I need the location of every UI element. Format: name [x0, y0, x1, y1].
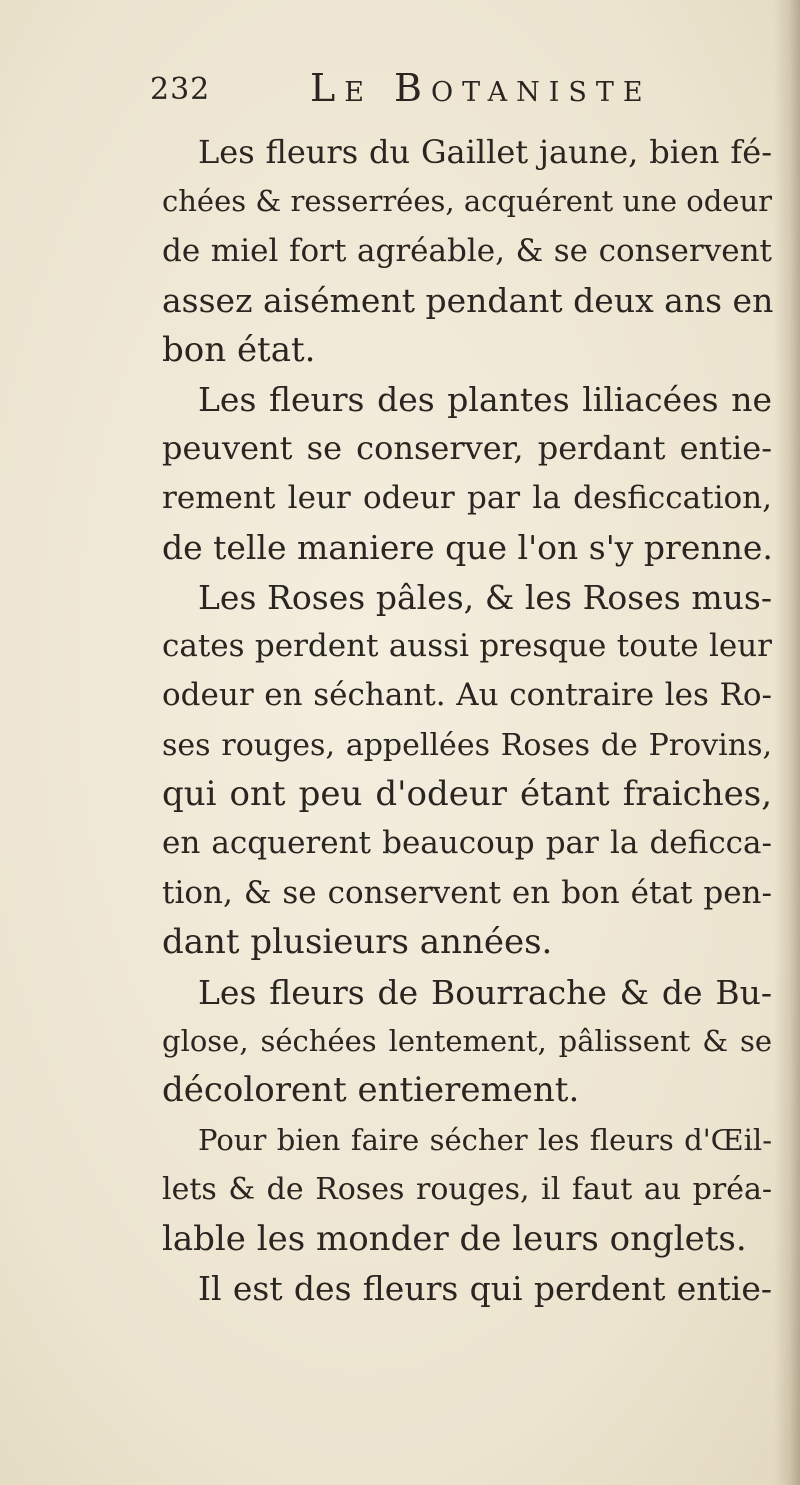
- text-line: rement leur odeur par la desficcation,: [162, 479, 772, 516]
- text-line: Les Roses pâles, & les Roses mus-: [198, 577, 772, 617]
- page-header: [150, 66, 710, 116]
- page-number: 232: [150, 72, 211, 107]
- text-line: chées & resserrées, acquérent une odeur: [162, 184, 772, 219]
- text-line: glose, séchées lentement, pâlissent & se: [162, 1024, 772, 1059]
- running-title: Le Botaniste: [310, 66, 652, 110]
- text-line: lets & de Roses rouges, il faut au préa-: [162, 1172, 772, 1208]
- text-line: odeur en séchant. Au contraire les Ro-: [162, 677, 772, 714]
- text-line: cates perdent aussi presque toute leur: [162, 627, 772, 664]
- text-line: de miel fort agréable, & se conservent: [162, 232, 772, 269]
- text-line: Pour bien faire sécher les fleurs d'Œil-: [198, 1122, 772, 1157]
- text-line: décolorent entierement.: [162, 1070, 580, 1111]
- text-line: de telle maniere que l'on s'y prenne.: [162, 528, 773, 568]
- body-text: [162, 128, 772, 1313]
- text-line: tion, & se conservent en bon état pen-: [162, 874, 772, 911]
- text-line: ses rouges, appellées Roses de Provins,: [162, 727, 772, 763]
- text-line: Les fleurs de Bourrache & de Bu-: [198, 972, 772, 1012]
- text-line: lable les monder de leurs onglets.: [162, 1218, 747, 1259]
- text-line: Les fleurs des plantes liliacées ne: [198, 379, 772, 419]
- text-line: Les fleurs du Gaillet jaune, bien fé-: [198, 133, 772, 171]
- text-line: qui ont peu d'odeur étant fraiches,: [162, 774, 772, 815]
- text-line: en acquerent beaucoup par la deficca-: [162, 825, 772, 862]
- text-line: peuvent se conserver, perdant entie-: [162, 429, 772, 468]
- page-edge-shadow: [774, 0, 800, 1485]
- text-line: dant plusieurs années.: [162, 922, 553, 963]
- text-line: bon état.: [162, 329, 316, 370]
- text-line: Il est des fleurs qui perdent entie-: [198, 1268, 772, 1308]
- text-line: assez aisément pendant deux ans en: [162, 281, 774, 321]
